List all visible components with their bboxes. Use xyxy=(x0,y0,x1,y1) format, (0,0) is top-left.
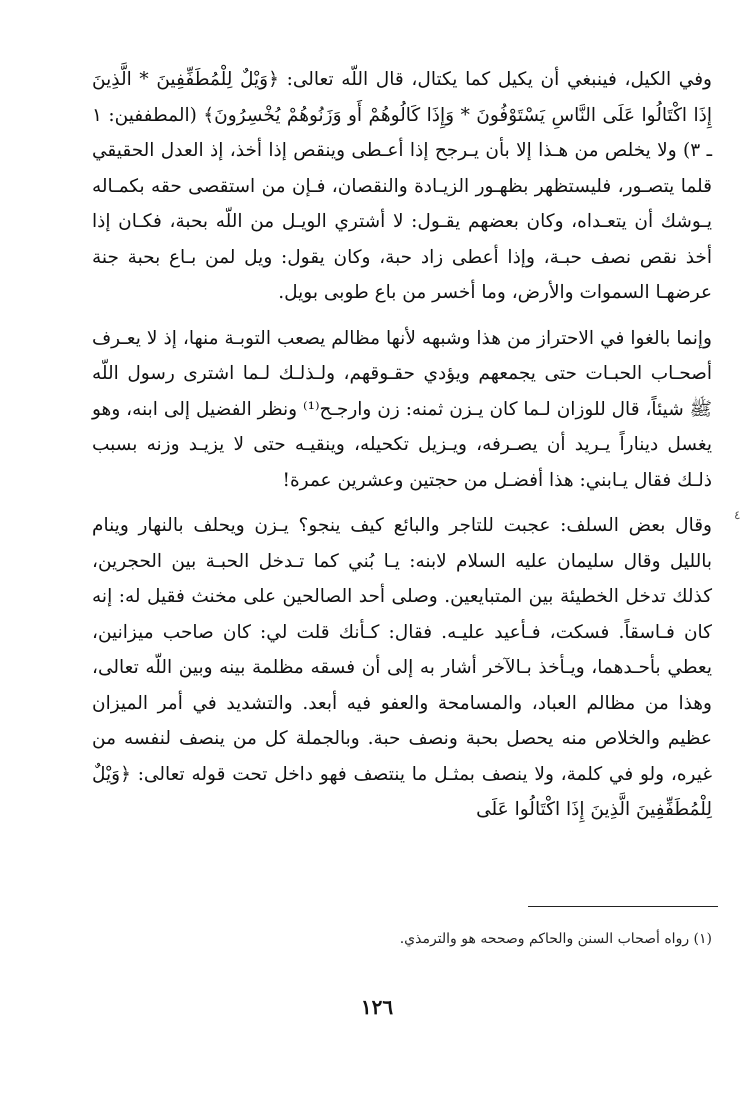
paragraph-2: وإنما بالغوا في الاحتراز من هذا وشبهه لأنها مظالم يصعب التوبـة منها، إذ لا يعـرف أصحـاب الحبـات حتى يجمعهم ويؤدي حقـوقهم، ولـذلـك لـما اشترى رسول اللّه ﷺ شيئاً، قال للوزان لـما كان يـزن ثمنه: زن وارجـح⁽¹⁾ ونظر الفضيل إلى ابنه، وهو يغسل ديناراً يـريد أن يصـرفه، ويـزيل تكحيله، وينقيـه حتى لا يزيـد وزنه بسبب ذلـك فقال يـابني: هذا أفضـل من حجتين وعشرين عمرة! xyxy=(92,327,712,491)
paragraph-3: وقال بعض السلف: عجبت للتاجر والبائع كيف ينجو؟ يـزن ويحلف بالنهار وينام بالليل وقال سليمان عليه السلام لابنه: يـا بُني كما تـدخل الحبـة بين الحجرين، كذلك تدخل الخطيئة بين المتبايعين. وصلى أحد الصالحين على مخنث فقيل له: إنه كان فـاسقاً. فسكت، فـأعيد عليـه. فقال: كـأنك قلت لي: كان صاحب ميزانين، يعطي بأحـدهما، ويـأخذ بـالآخر أشار به إلى أن فسقه مظلمة بينه وبين اللّه تعالى، وهذا من مظالم العباد، والمسامحة والعفو فيه أبعد. والتشديد في أمر الميزان عظيم والخلاص منه يحصل بحبة ونصف حبة. وبالجملة كل من ينصف لنفسه من غيره، ولو في كلمة، ولا ينصف بمثـل ما ينتصف فهو داخل تحت قوله تعالى: ﴿وَيْلٌ لِلْمُطَفِّفِينَ الَّذِينَ إِذَا اكْتَالُوا عَلَى xyxy=(92,515,712,820)
page-number: ١٢٦ xyxy=(360,995,394,1019)
main-text xyxy=(92,62,712,838)
paragraph-1: وفي الكيل، فينبغي أن يكيل كما يكتال، قال اللّه تعالى: ﴿وَيْلٌ لِلْمُطَفِّفِينَ * الَّذِينَ إِذَا اكْتَالُوا عَلَى النَّاسِ يَسْتَوْفُونَ * وَإِذَا كَالُوهُمْ أَو وَزَنُوهُمْ يُخْسِرُونَ﴾ (المطففين: ١ ـ ٣) ولا يخلص من هـذا إلا بأن يـرجح إذا أعـطى وينقص إذا أخذ، إذ العدل الحقيقي قلما يتصـور، فليستظهر بظهـور الزيـادة والنقصان، فـإن من استقصى حقه بكمـاله يـوشك أن يتعـداه، وكان بعضهم يقـول: لا أشتري الويـل من اللّه بحبة، فكـان إذا أخذ نقص نصف حبـة، وإذا أعطى زاد حبة، وكان يقول: ويل لمن بـاع بحبة جنة عرضهـا السموات والأرض، وما أخسر من باع طوبى بويل. xyxy=(92,69,712,303)
footnote: (١) رواه أصحاب السنن والحاكم وصححه هو والترمذي. xyxy=(399,931,712,947)
footnote-divider xyxy=(528,906,718,907)
margin-mark: ٤ xyxy=(734,508,741,522)
